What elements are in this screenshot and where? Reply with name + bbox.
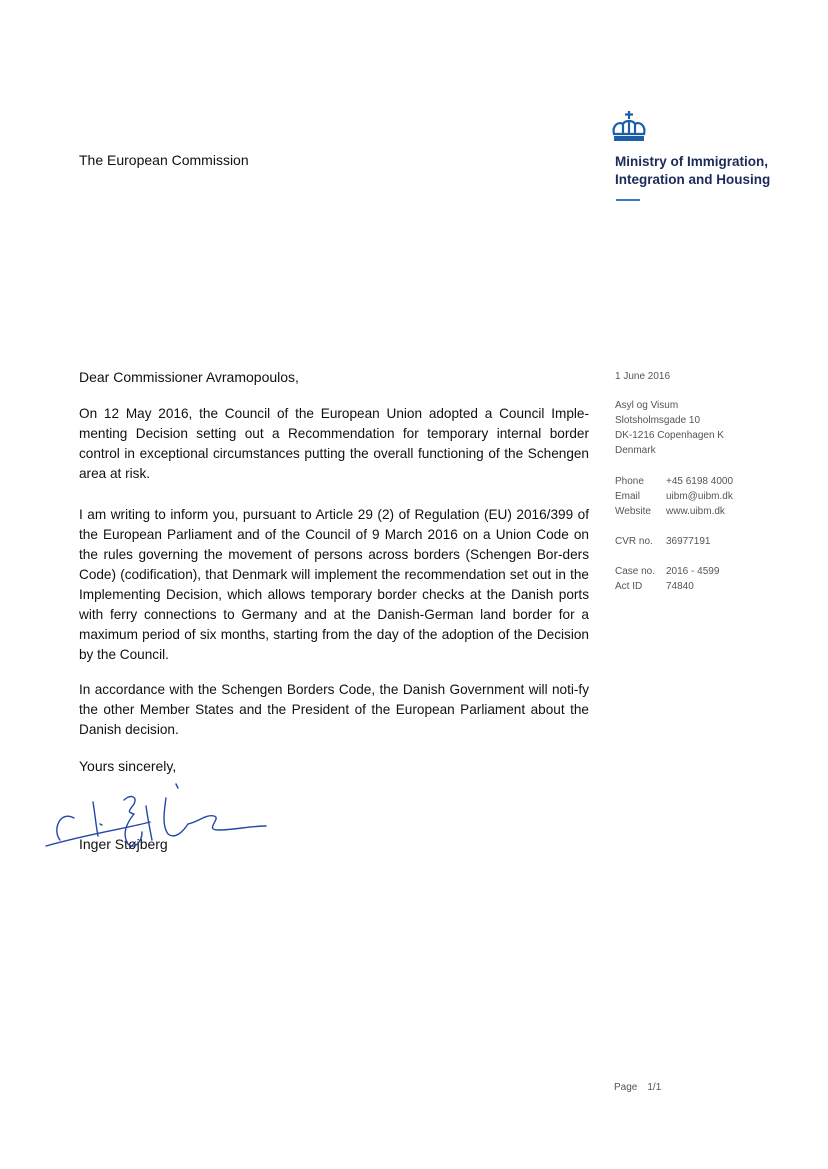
website-value: www.uibm.dk — [666, 506, 725, 517]
body-paragraph-1: On 12 May 2016, the Council of the European Union adopted a Council Imple-menting Decision setting out a Recommendation for temporary internal border control in exceptional circumstances putting the overall functioning of the Schengen area at risk. — [79, 406, 589, 481]
ministry-name-line-1: Ministry of Immigration, — [615, 154, 769, 169]
phone-value: +45 6198 4000 — [666, 476, 734, 487]
phone-label: Phone — [615, 476, 644, 487]
cvr-value: 36977191 — [666, 536, 711, 547]
address-line: DK-1216 Copenhagen K — [615, 430, 724, 441]
recipient: The European Commission — [79, 152, 249, 168]
ministry-accent-rule — [616, 199, 640, 201]
address-line: Asyl og Visum — [615, 400, 679, 411]
handwritten-signature — [38, 770, 270, 852]
signer-name: Inger Støjberg — [79, 836, 168, 852]
case-value: 2016 - 4599 — [666, 566, 720, 577]
website-label: Website — [615, 506, 651, 517]
contact-row-email — [615, 489, 733, 504]
email-value: uibm@uibm.dk — [666, 491, 733, 502]
contact-row-website — [615, 504, 733, 519]
sender-address — [615, 398, 724, 458]
act-label: Act ID — [615, 581, 643, 592]
royal-crown-crest-icon — [610, 110, 648, 146]
act-value: 74840 — [666, 581, 694, 592]
ministry-name — [615, 153, 770, 189]
address-line: Denmark — [615, 445, 656, 456]
cvr-row — [615, 534, 711, 549]
cvr-label: CVR no. — [615, 536, 653, 547]
body-paragraph-2: I am writing to inform you, pursuant to Article 29 (2) of Regulation (EU) 2016/399 of the European Parliament and of the Council of 9 March 2016 on a Union Code on the rules governing the movement of persons across borders (Schengen Bor-ders Code) (codification), that Denmark will implement the recommendation set out in the Implementing Decision, which allows temporary border checks at the Danish ports with ferry connections to Germany and at the Danish-German land border for a maximum period of six months, starting from the day of the adoption of the Decision by the Council. — [79, 507, 589, 662]
reference-ids — [615, 564, 719, 594]
salutation: Dear Commissioner Avramopoulos, — [79, 369, 299, 385]
case-label: Case no. — [615, 566, 656, 577]
contact-details — [615, 474, 733, 519]
case-row — [615, 564, 719, 579]
page-label: Page — [614, 1082, 638, 1093]
page-number: 1/1 — [647, 1082, 662, 1093]
body-paragraph-3: In accordance with the Schengen Borders Code, the Danish Government will noti-fy the other Member States and the President of the European Parliament about the Danish decision. — [79, 682, 589, 737]
closing: Yours sincerely, — [79, 758, 177, 774]
letter-date: 1 June 2016 — [615, 371, 671, 382]
email-label: Email — [615, 491, 641, 502]
address-line: Slotsholmsgade 10 — [615, 415, 701, 426]
ministry-name-line-2: Integration and Housing — [615, 172, 771, 187]
act-row — [615, 579, 719, 594]
page-indicator — [614, 1082, 661, 1093]
contact-row-phone — [615, 474, 733, 489]
